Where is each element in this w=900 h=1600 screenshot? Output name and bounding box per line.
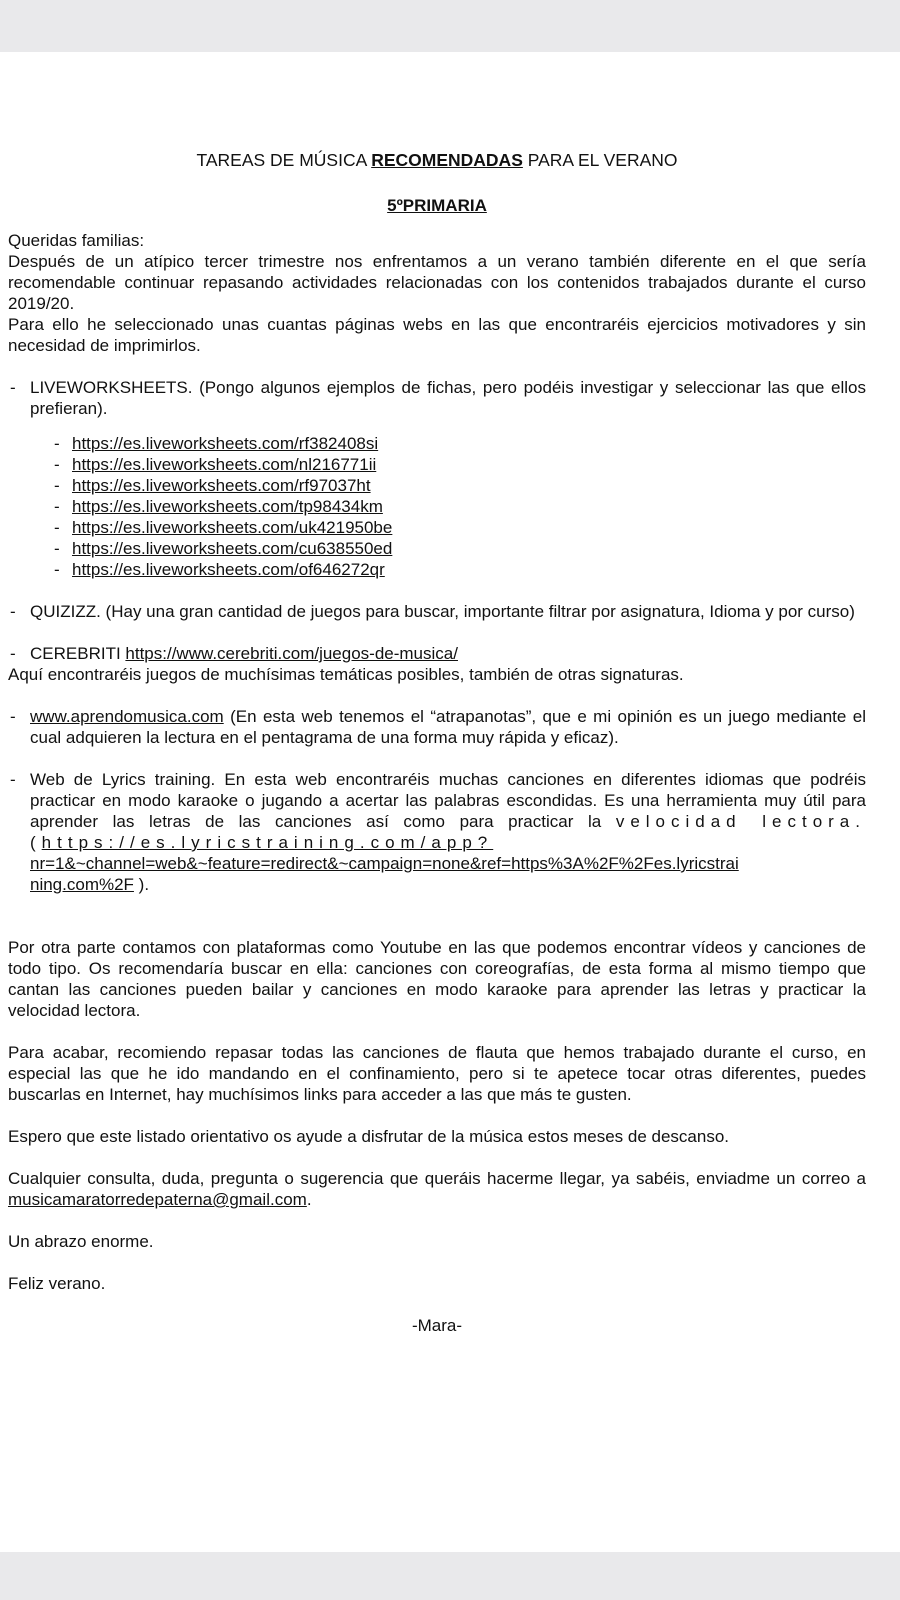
worksheet-link[interactable]: https://es.liveworksheets.com/uk421950be — [72, 518, 393, 537]
signature: -Mara- — [411, 1316, 463, 1335]
lyrics-training-link[interactable]: https://es.lyricstraining.com/app? — [41, 833, 494, 852]
list-item — [8, 433, 866, 454]
list-item — [8, 538, 866, 559]
cerebriti-item: - CEREBRITI https://www.cerebriti.com/juegos-de-musica/ — [8, 643, 866, 664]
lyrics-training-link-end[interactable]: ning.com%2F — [30, 875, 134, 894]
worksheet-link[interactable]: https://es.liveworksheets.com/tp98434km — [72, 497, 383, 516]
lyrics-training-item: - Web de Lyrics training. En esta web encontraréis muchas canciones en diferentes idiomas que podréis practicar en modo karaoke o jugando a acertar las palabras escondidas. Es una herramienta muy útil para aprender las letras de las canciones así como para practicar la velocidad lectora. (https://es.lyricstraining.com/app? nr=1&~channel=web&~feature=redirect&~campaign=none&ref=https%3A%2F%2Fes.lyricstrai ning.com%2F ). — [8, 769, 866, 895]
flute-paragraph: Para acabar, recomiendo repasar todas las canciones de flauta que hemos trabajado durante el curso, en especial las que he ido mandando en el confinamiento, pero si te apetece tocar otras diferentes, puedes buscarlas en Internet, hay muchísimos links para acceder a las que más te gusten. — [8, 1043, 866, 1104]
worksheet-link[interactable]: https://es.liveworksheets.com/of646272qr — [72, 560, 385, 579]
cerebriti-description: Aquí encontraréis juegos de muchísimas temáticas posibles, también de otras signaturas. — [8, 665, 684, 684]
document-page — [0, 52, 900, 1552]
worksheet-link[interactable]: https://es.liveworksheets.com/rf97037ht — [72, 476, 371, 495]
worksheet-link[interactable]: https://es.liveworksheets.com/cu638550ed — [72, 539, 393, 558]
email-link[interactable]: musicamaratorredepaterna@gmail.com — [8, 1190, 307, 1209]
aprendomusica-item: - www.aprendomusica.com (En esta web tenemos el “atrapanotas”, que e mi opinión es un juego mediante el cual adquieren la lectura en el pentagrama de una forma muy rápida y eficaz). — [8, 706, 866, 748]
youtube-paragraph: Por otra parte contamos con plataformas como Youtube en las que podemos encontrar vídeos y canciones de todo tipo. Os recomendaría buscar en ella: canciones con coreografías, de esta forma al mismo tiempo que cantan las canciones pueden bailar y canciones en modo karaoke para aprender las letras y practicar la velocidad lectora. — [8, 938, 866, 1020]
aprendomusica-link[interactable]: www.aprendomusica.com — [30, 707, 224, 726]
hope-paragraph: Espero que este listado orientativo os ayude a disfrutar de la música estos meses de descanso. — [8, 1127, 730, 1146]
farewell-summer: Feliz verano. — [8, 1274, 106, 1293]
grade-heading: 5ºPRIMARIA — [387, 196, 487, 215]
liveworksheets-item: - LIVEWORKSHEETS. (Pongo algunos ejemplos de fichas, pero podéis investigar y seleccionar las que ellos prefieran). — [8, 377, 866, 419]
list-item — [8, 496, 866, 517]
liveworksheets-link-list — [8, 433, 866, 580]
document-title: TAREAS DE MÚSICA RECOMENDADAS PARA EL VERANO — [196, 150, 678, 170]
greeting: Queridas familias: — [8, 231, 145, 250]
list-item — [8, 475, 866, 496]
worksheet-link[interactable]: https://es.liveworksheets.com/nl216771ii — [72, 455, 377, 474]
list-item — [8, 517, 866, 538]
list-item — [8, 559, 866, 580]
title-emphasis: RECOMENDADAS — [371, 150, 523, 170]
list-item — [8, 454, 866, 475]
intro-paragraph-2: Para ello he seleccionado unas cuantas páginas webs en las que encontraréis ejercicios motivadores y sin necesidad de imprimirlos. — [8, 315, 866, 355]
worksheet-link[interactable]: https://es.liveworksheets.com/rf382408si — [72, 434, 379, 453]
lyrics-training-link-cont[interactable]: nr=1&~channel=web&~feature=redirect&~campaign=none&ref=https%3A%2F%2Fes.lyricstrai — [30, 854, 739, 873]
quizizz-item: - QUIZIZZ. (Hay una gran cantidad de juegos para buscar, importante filtrar por asignatura, Idioma y por curso) — [8, 601, 866, 622]
cerebriti-link[interactable]: https://www.cerebriti.com/juegos-de-musica/ — [125, 644, 458, 663]
farewell-hug: Un abrazo enorme. — [8, 1232, 154, 1251]
intro-paragraph: Después de un atípico tercer trimestre nos enfrentamos a un verano también diferente en el que sería recomendable continuar repasando actividades relacionadas con los contenidos trabajados durante el curso 2019/20. — [8, 252, 866, 313]
contact-paragraph: Cualquier consulta, duda, pregunta o sugerencia que queráis hacerme llegar, ya sabéis, enviadme un correo a musicamaratorredepaterna@gmail.com. — [8, 1169, 866, 1209]
